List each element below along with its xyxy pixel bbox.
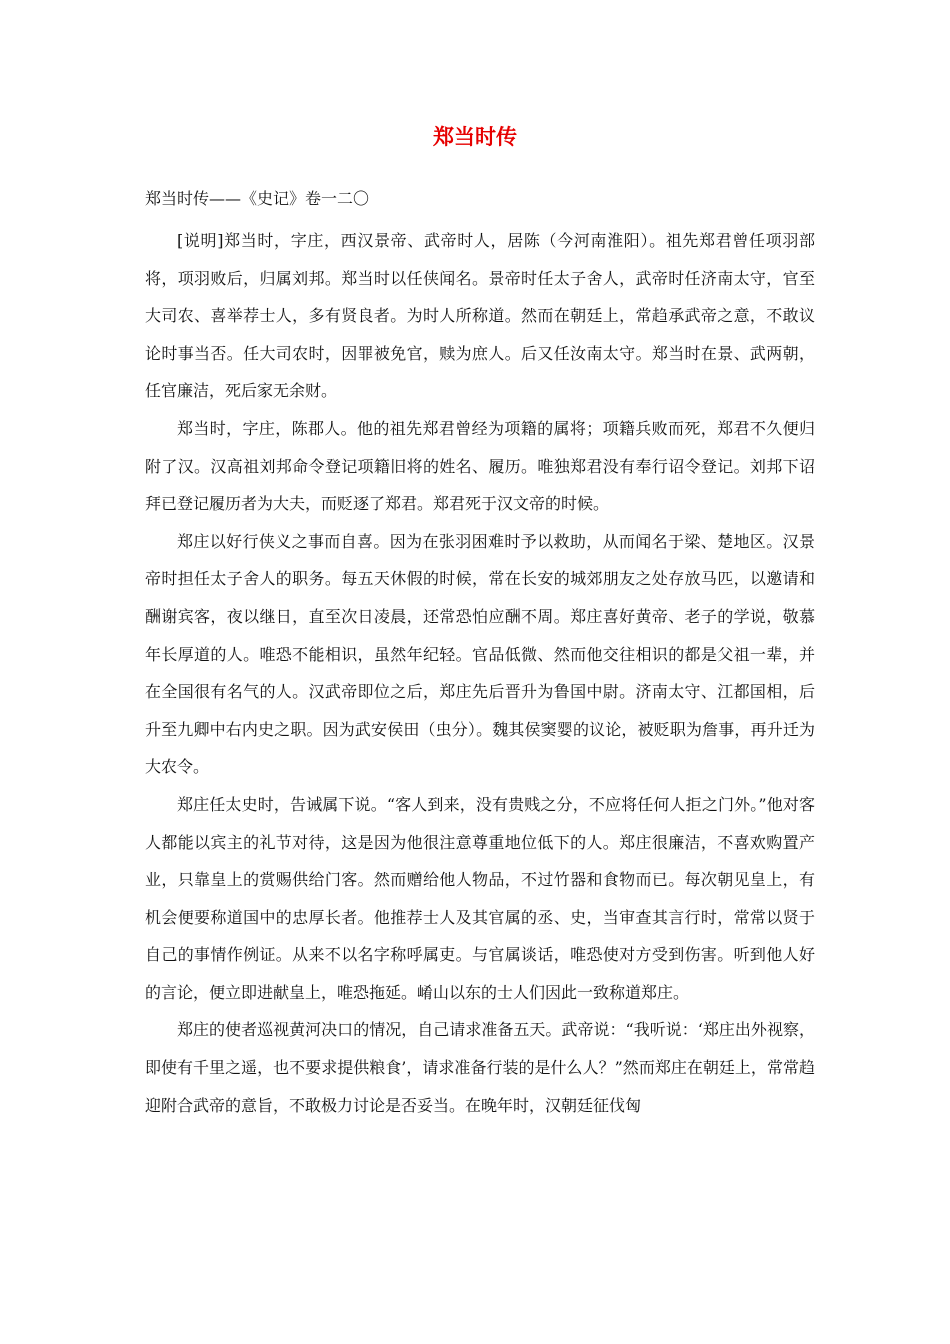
paragraph: 郑当时，字庄，陈郡人。他的祖先郑君曾经为项籍的属将；项籍兵败而死，郑君不久便归附了汉。汉高祖刘邦命令登记项籍旧将的姓名、履历。唯独郑君没有奉行诏令登记。刘邦下诏拜已登记履历者为大夫，而贬逐了郑君。郑君死于汉文帝的时候。	[145, 418, 815, 514]
document-body	[145, 186, 815, 1124]
paragraph: 郑庄任太史时，告诫属下说。“客人到来，没有贵贱之分，不应将任何人拒之门外。”他对客人都能以宾主的礼节对待，这是因为他很注意尊重地位低下的人。郑庄很廉洁，不喜欢购置产业，只靠皇上的赏赐供给门客。然而赠给他人物品，不过竹器和食物而已。每次朝见皇上，有机会便要称道国中的忠厚长者。他推荐士人及其官属的丞、史，当审查其言行时，常常以贤于自己的事情作例证。从来不以名字称呼属吏。与官属谈话，唯恐使对方受到伤害。听到他人好的言论，便立即进献皇上，唯恐拖延。崤山以东的士人们因此一致称道郑庄。	[145, 794, 815, 1002]
paragraph: 郑庄以好行侠义之事而自喜。因为在张羽困难时予以救助，从而闻名于梁、楚地区。汉景帝时担任太子舍人的职务。每五天休假的时候，常在长安的城郊朋友之处存放马匹，以邀请和酬谢宾客，夜以继日，直至次日凌晨，还常恐怕应酬不周。郑庄喜好黄帝、老子的学说，敬慕年长厚道的人。唯恐不能相识，虽然年纪轻。官品低微、然而他交往相识的都是父祖一辈，并在全国很有名气的人。汉武帝即位之后，郑庄先后晋升为鲁国中尉。济南太守、江都国相，后升至九卿中右内史之职。因为武安侯田（虫分）。魏其侯窦婴的议论，被贬职为詹事，再升迁为大农令。	[145, 531, 815, 777]
paragraph-intro: [说明]郑当时，字庄，西汉景帝、武帝时人，居陈（今河南淮阳）。祖先郑君曾任项羽部将，项羽败后，归属刘邦。郑当时以任侠闻名。景帝时任太子舍人，武帝时任济南太守，官至大司农、喜举荐士人，多有贤良者。为时人所称道。然而在朝廷上，常趋承武帝之意，不敢议论时事当否。任大司农时，因罪被免官，赎为庶人。后又任汝南太守。郑当时在景、武两朝，任官廉洁，死后家无余财。	[145, 231, 815, 401]
document-title: 郑当时传	[433, 125, 517, 149]
document-subtitle: 郑当时传——《史记》卷一二〇	[145, 189, 370, 208]
paragraph: 郑庄的使者巡视黄河决口的情况，自己请求准备五天。武帝说：“我听说：‘郑庄出外视察，即使有千里之遥，也不要求提供粮食’，请求准备行装的是什么人？”然而郑庄在朝廷上，常常趋迎附合武帝的意旨，不敢极力讨论是否妥当。在晚年时，汉朝廷征伐匈	[145, 1020, 815, 1115]
